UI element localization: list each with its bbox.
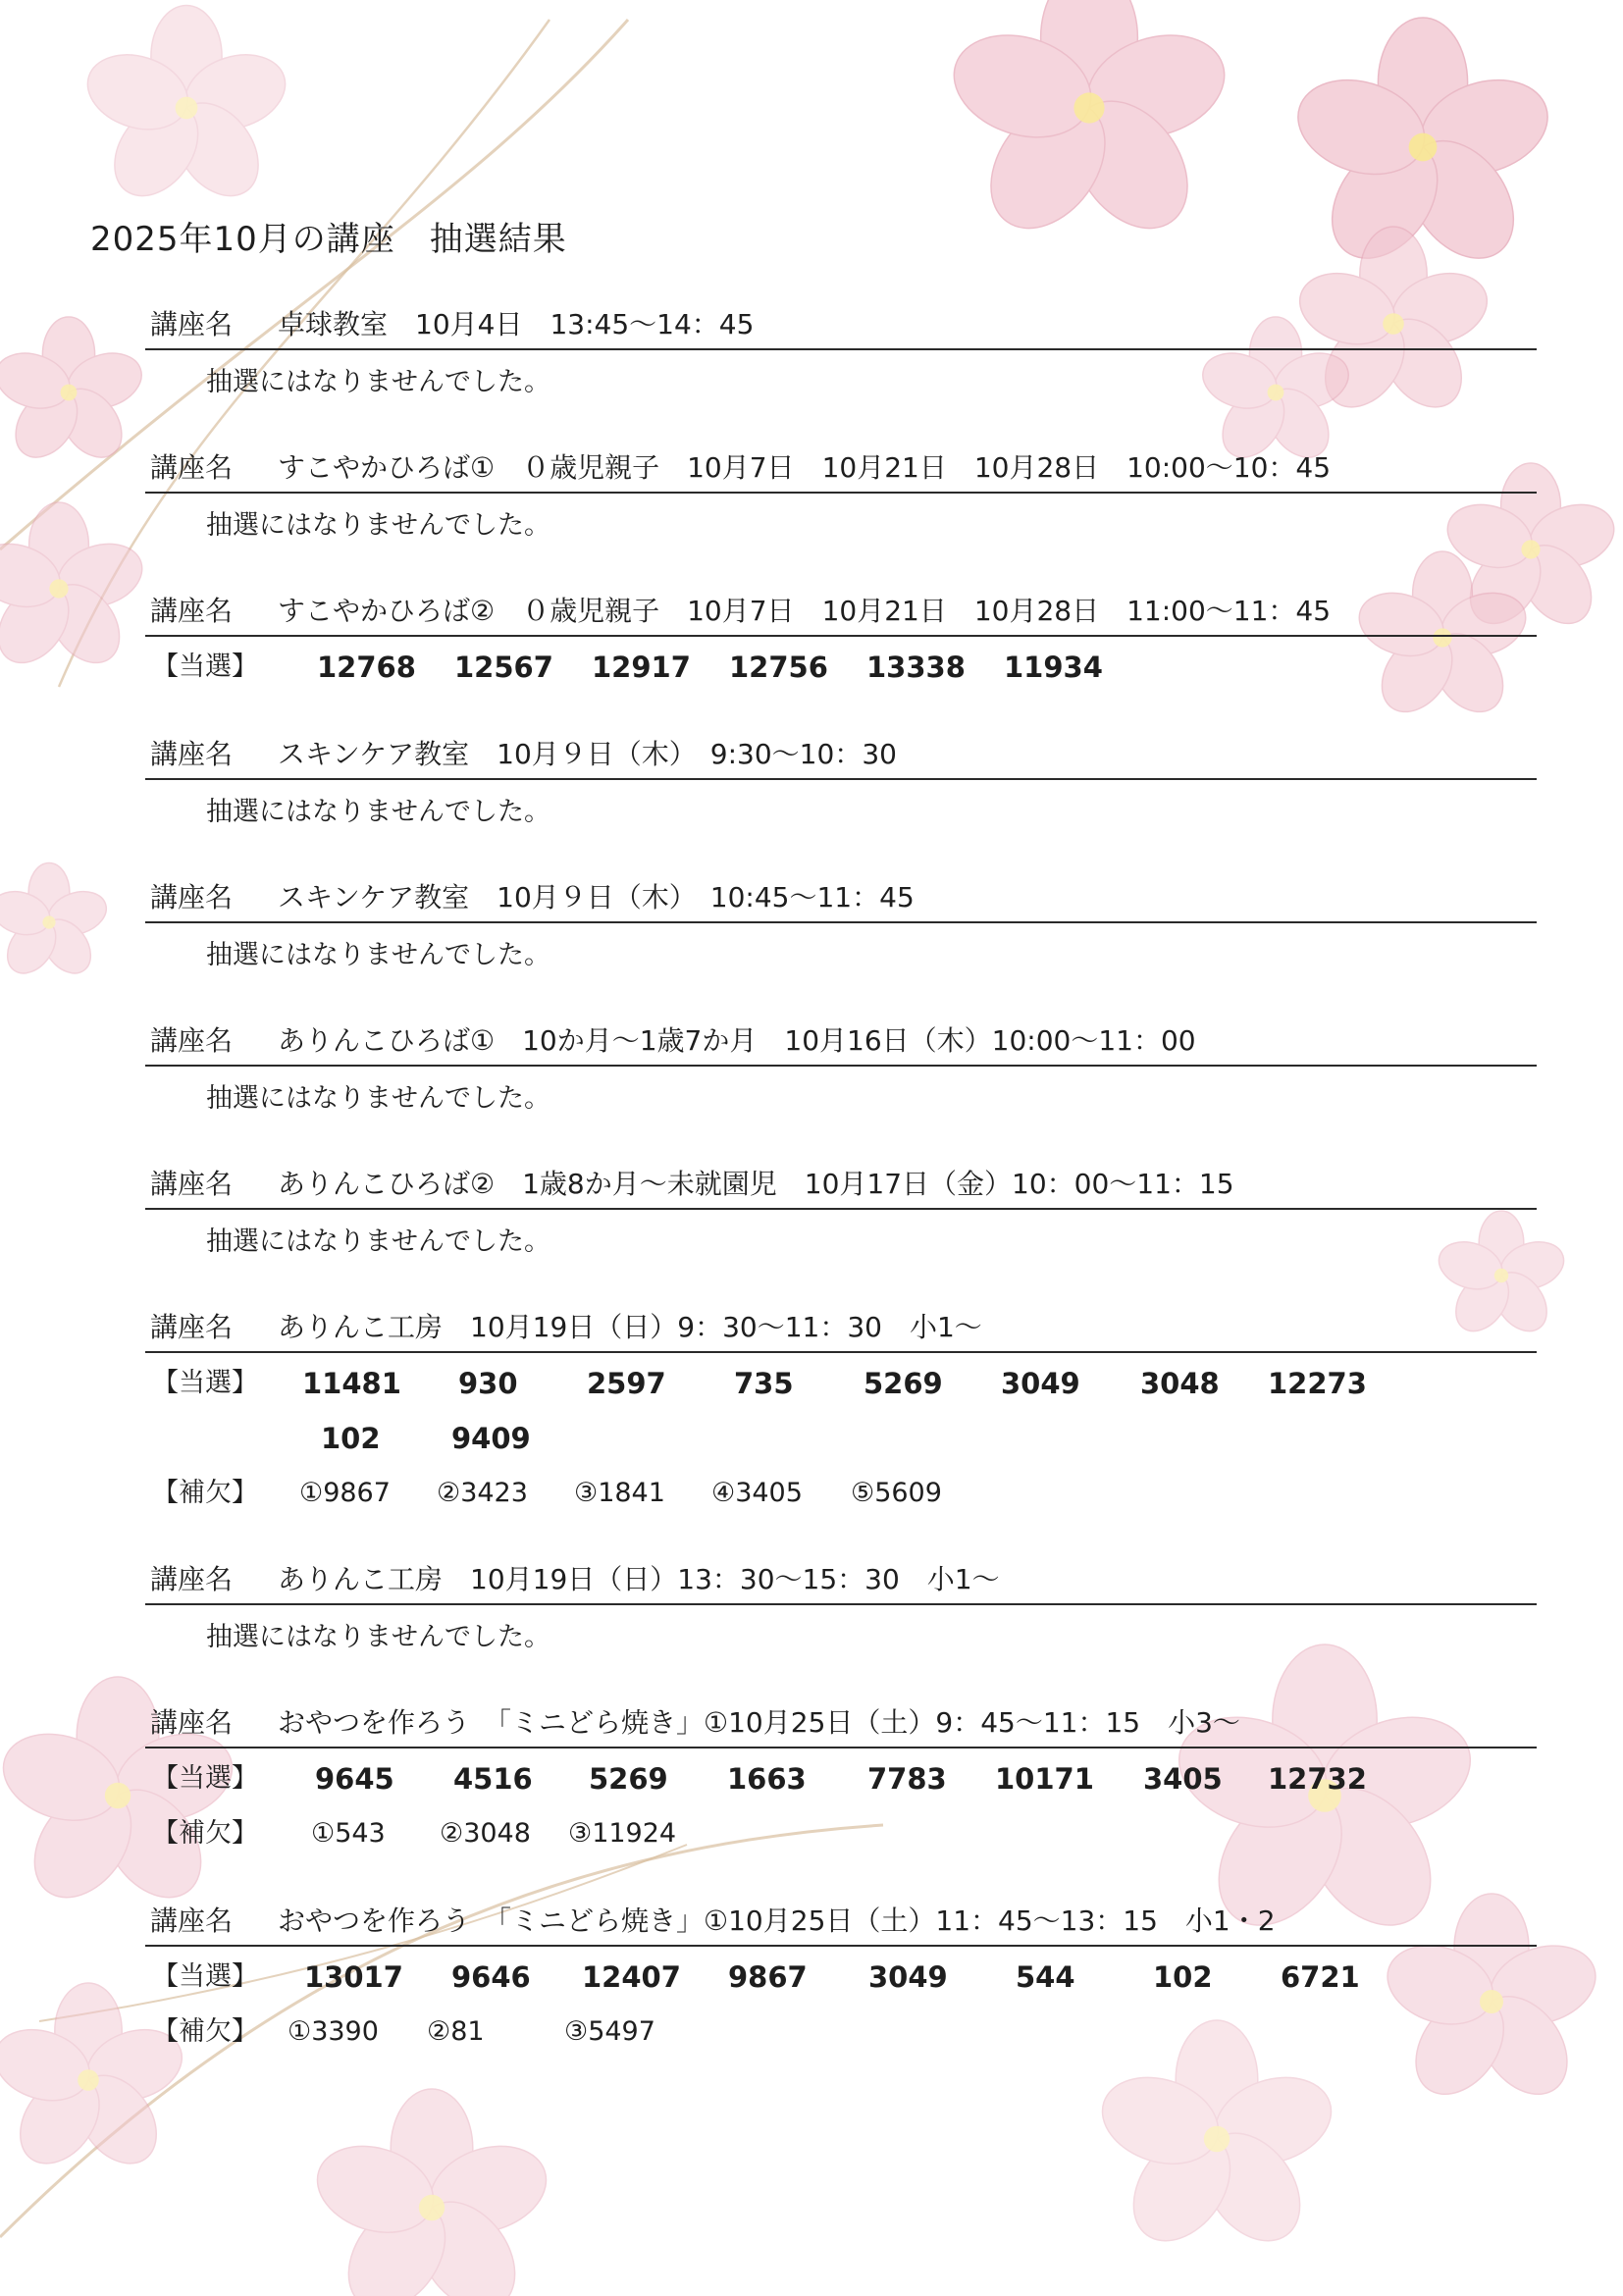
course-header bbox=[150, 447, 1331, 489]
waitlist-number: ②3423 bbox=[437, 1478, 528, 1508]
winner-number: 12407 bbox=[582, 1960, 681, 1994]
waitlist-number: ①3390 bbox=[288, 2016, 379, 2047]
divider bbox=[145, 921, 1537, 923]
course-info: 卓球教室 10月4日 13:45～14：45 bbox=[278, 308, 755, 340]
course-info: ありんこ工房 10月19日（日）13：30～15：30 小1～ bbox=[278, 1563, 1000, 1595]
course-label: 講座名 bbox=[150, 1311, 234, 1343]
sakura-flower bbox=[306, 2089, 557, 2296]
page-title: 2025年10月の講座 抽選結果 bbox=[90, 220, 567, 259]
winner-number: 13338 bbox=[866, 651, 966, 684]
course-label: 講座名 bbox=[150, 1168, 234, 1200]
no-lottery-message: 抽選にはなりませんでした。 bbox=[206, 940, 550, 970]
sakura-flower bbox=[1285, 18, 1559, 279]
course-label: 講座名 bbox=[150, 595, 234, 627]
winner-number: 6721 bbox=[1281, 1960, 1360, 1994]
course-info: ありんこ工房 10月19日（日）9：30～11：30 小1～ bbox=[278, 1311, 982, 1343]
winner-number: 544 bbox=[1016, 1960, 1075, 1994]
course-label: 講座名 bbox=[150, 1706, 234, 1739]
waitlist-number: ①9867 bbox=[299, 1478, 391, 1508]
no-lottery-message: 抽選にはなりませんでした。 bbox=[206, 367, 550, 397]
winner-number: 1663 bbox=[727, 1762, 807, 1796]
winner-label: 【当選】 bbox=[152, 652, 258, 682]
winner-number: 9645 bbox=[315, 1762, 394, 1796]
divider bbox=[145, 1603, 1537, 1605]
course-info: ありんこひろば② 1歳8か月～未就園児 10月17日（金）10：00～11：15 bbox=[278, 1168, 1234, 1200]
waitlist-number: ②3048 bbox=[440, 1818, 531, 1849]
winner-number: 11481 bbox=[302, 1367, 401, 1400]
sakura-flower bbox=[1091, 2020, 1342, 2259]
waitlist-number: ③11924 bbox=[568, 1818, 677, 1849]
waitlist-label: 【補欠】 bbox=[152, 2016, 258, 2047]
course-label: 講座名 bbox=[150, 1563, 234, 1595]
divider bbox=[145, 1208, 1537, 1210]
course-header bbox=[150, 734, 897, 775]
winner-label: 【当選】 bbox=[152, 1961, 258, 1992]
winner-number: 9867 bbox=[728, 1960, 808, 1994]
winner-number: 3405 bbox=[1143, 1762, 1223, 1796]
winner-number: 2597 bbox=[587, 1367, 666, 1400]
winner-number: 3049 bbox=[1001, 1367, 1080, 1400]
no-lottery-message: 抽選にはなりませんでした。 bbox=[206, 1622, 550, 1652]
course-label: 講座名 bbox=[150, 881, 234, 913]
course-info: すこやかひろば① ０歳児親子 10月7日 10月21日 10月28日 10:00～10：45 bbox=[278, 451, 1332, 484]
winner-number: 5269 bbox=[589, 1762, 668, 1796]
sakura-flower bbox=[1433, 1211, 1570, 1341]
waitlist-number: ④3405 bbox=[711, 1478, 803, 1508]
course-header bbox=[150, 1559, 1000, 1600]
winner-number: 3049 bbox=[868, 1960, 948, 1994]
winner-number: 12567 bbox=[454, 651, 553, 684]
sakura-flower bbox=[78, 6, 294, 212]
course-header bbox=[150, 304, 754, 345]
waitlist-label: 【補欠】 bbox=[152, 1818, 258, 1849]
course-header bbox=[150, 591, 1331, 632]
course-info: おやつを作ろう 「ミニどら焼き」①10月25日（土）11：45～13：15 小1・2 bbox=[278, 1905, 1276, 1937]
winner-number: 10171 bbox=[995, 1762, 1094, 1796]
course-header bbox=[150, 1901, 1276, 1942]
course-info: すこやかひろば② ０歳児親子 10月7日 10月21日 10月28日 11:00～11：45 bbox=[278, 595, 1332, 627]
course-info: スキンケア教室 10月９日（木） 10:45～11：45 bbox=[278, 881, 915, 913]
winner-label: 【当選】 bbox=[152, 1368, 258, 1398]
waitlist-number: ③5497 bbox=[564, 2016, 655, 2047]
winner-number: 4516 bbox=[453, 1762, 533, 1796]
course-header bbox=[150, 1307, 982, 1348]
sakura-flower bbox=[0, 317, 148, 469]
course-label: 講座名 bbox=[150, 1024, 234, 1057]
course-label: 講座名 bbox=[150, 308, 234, 340]
course-header bbox=[150, 1020, 1196, 1062]
no-lottery-message: 抽選にはなりませんでした。 bbox=[206, 797, 550, 827]
winner-number: 3048 bbox=[1140, 1367, 1220, 1400]
divider bbox=[145, 348, 1537, 350]
waitlist-number: ①543 bbox=[311, 1818, 386, 1849]
course-label: 講座名 bbox=[150, 451, 234, 484]
sakura-flower bbox=[0, 863, 112, 983]
course-info: スキンケア教室 10月９日（木） 9:30～10：30 bbox=[278, 738, 897, 770]
winner-number: 11934 bbox=[1004, 651, 1103, 684]
winner-number: 9409 bbox=[451, 1422, 531, 1455]
sakura-flower bbox=[941, 0, 1238, 250]
divider bbox=[145, 1747, 1537, 1748]
divider bbox=[145, 1945, 1537, 1947]
course-header bbox=[150, 877, 915, 918]
winner-number: 12768 bbox=[317, 651, 416, 684]
winner-number: 12756 bbox=[729, 651, 828, 684]
winner-number: 930 bbox=[458, 1367, 518, 1400]
winner-label: 【当選】 bbox=[152, 1763, 258, 1794]
divider bbox=[145, 492, 1537, 494]
sakura-flower bbox=[1378, 1894, 1606, 2111]
course-header bbox=[150, 1164, 1234, 1205]
winner-number: 7783 bbox=[867, 1762, 947, 1796]
course-info: ありんこひろば① 10か月～1歳7か月 10月16日（木）10:00～11：00 bbox=[278, 1024, 1196, 1057]
divider bbox=[145, 635, 1537, 637]
winner-number: 102 bbox=[321, 1422, 381, 1455]
winner-number: 102 bbox=[1153, 1960, 1213, 1994]
no-lottery-message: 抽選にはなりませんでした。 bbox=[206, 510, 550, 541]
course-label: 講座名 bbox=[150, 1905, 234, 1937]
course-header bbox=[150, 1702, 1240, 1744]
waitlist-number: ③1841 bbox=[574, 1478, 665, 1508]
divider bbox=[145, 1065, 1537, 1067]
winner-number: 13017 bbox=[304, 1960, 403, 1994]
waitlist-label: 【補欠】 bbox=[152, 1478, 258, 1508]
sakura-flower bbox=[1196, 317, 1356, 469]
course-info: おやつを作ろう 「ミニどら焼き」①10月25日（土）9：45～11：15 小3～ bbox=[278, 1706, 1240, 1739]
waitlist-number: ⑤5609 bbox=[851, 1478, 942, 1508]
no-lottery-message: 抽選にはなりませんでした。 bbox=[206, 1083, 550, 1114]
winner-number: 9646 bbox=[451, 1960, 531, 1994]
divider bbox=[145, 778, 1537, 780]
winner-number: 12917 bbox=[592, 651, 691, 684]
divider bbox=[145, 1351, 1537, 1353]
winner-number: 5269 bbox=[864, 1367, 943, 1400]
waitlist-number: ②81 bbox=[427, 2016, 485, 2047]
course-label: 講座名 bbox=[150, 738, 234, 770]
winner-number: 735 bbox=[734, 1367, 794, 1400]
winner-number: 12732 bbox=[1268, 1762, 1367, 1796]
winner-number: 12273 bbox=[1268, 1367, 1367, 1400]
no-lottery-message: 抽選にはなりませんでした。 bbox=[206, 1226, 550, 1257]
